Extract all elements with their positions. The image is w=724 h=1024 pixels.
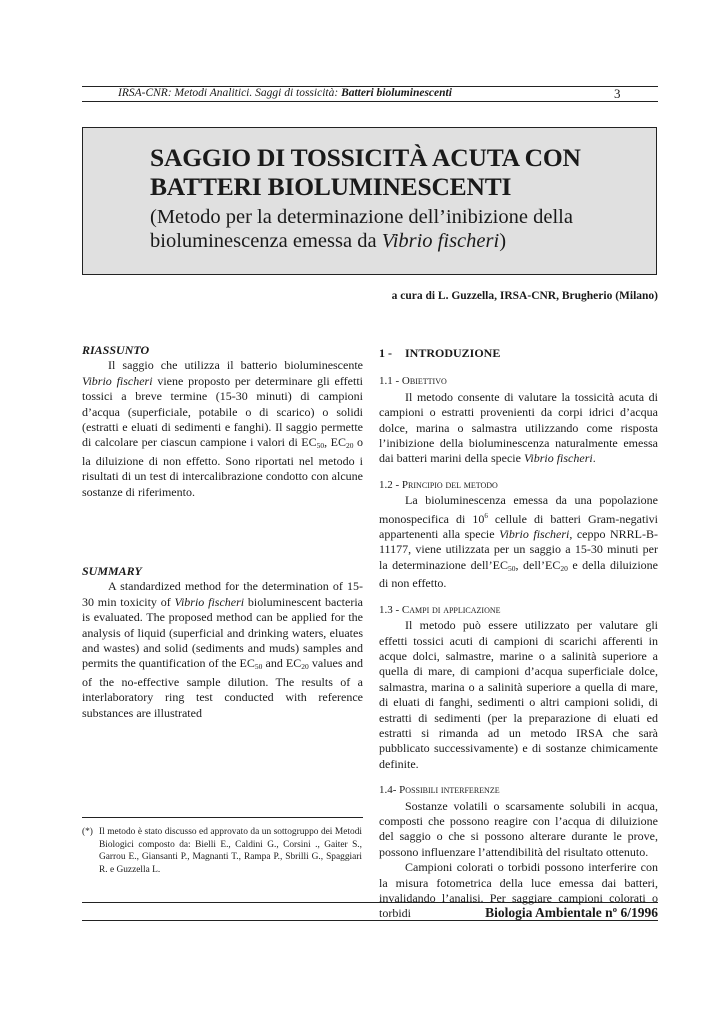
footnote — [82, 826, 362, 876]
riassunto-heading: RIASSUNTO — [82, 343, 150, 357]
s2-body-d: , dell’EC — [515, 557, 561, 572]
summary-column — [82, 564, 363, 721]
s2-body-b: cellule di batteri Gram-negativi appartenenti alla specie — [379, 511, 658, 542]
section-1-1-text — [379, 390, 658, 467]
subtitle-text: bioluminescenza emessa da — [150, 230, 382, 252]
riassunto-line-1: Il saggio che utilizza il batterio bioluminescente — [108, 358, 363, 373]
authors: a cura di L. Guzzella, IRSA-CNR, Brugherio (Milano) — [391, 290, 658, 302]
subtitle-line-2 — [150, 229, 573, 253]
running-header-bold: Batteri bioluminescenti — [341, 87, 452, 99]
riassunto-sub20: 20 — [345, 441, 354, 451]
s1-title: Obiettivo — [401, 375, 447, 388]
riassunto-body: viene proposto per determinare gli effetti tossici a breve termine (15-30 minuti) di campioni d’acqua (superficiale, potabile o di scarico) o solidi (estratti e eluati di sedimenti e fanghi). Il saggio permette di calcolare per ciascun campione i valori di EC — [82, 373, 363, 450]
intro-number: 1 - — [379, 346, 392, 360]
footnote-mark: (*) — [82, 827, 93, 837]
summary-sub20: 20 — [301, 662, 309, 672]
s2-sup: 6 — [484, 511, 488, 520]
s3-title: Campi di applicazione — [401, 603, 501, 616]
section-1-2-text — [379, 493, 658, 591]
s2-species: Vibrio fischeri — [499, 527, 570, 542]
running-header — [118, 87, 452, 99]
subtitle-species: Vibrio fischeri — [381, 230, 500, 252]
s2-body-a: La bioluminescenza emessa da una popolazione monospecifica di 10 — [379, 493, 658, 526]
footnote-rule — [82, 817, 363, 818]
s4-title: Possibili interferenze — [399, 784, 500, 797]
right-column — [379, 346, 658, 922]
footer-bottom-rule — [82, 920, 658, 921]
s4-number: 1.4- — [379, 784, 400, 797]
section-1-2-heading — [379, 478, 658, 493]
s1-body: Il metodo consente di valutare la tossicità acuta di campioni o estratti provenienti da corpi idrici d’acqua dolce, marina o salmastra utilizzando come risposta l’inibizione della bioluminescenza naturalmente emessa dai batteri marini della specie — [379, 389, 658, 466]
footer-top-rule — [82, 902, 658, 903]
s2-number: 1.2 - — [379, 478, 402, 491]
intro-title: INTRODUZIONE — [405, 346, 501, 360]
s1-number: 1.1 - — [379, 375, 402, 388]
section-1-3-heading — [379, 603, 658, 618]
summary-text — [82, 579, 363, 721]
header-bottom-rule — [82, 101, 658, 102]
s2-body-c: , ceppo NRRL-B-11177, viene utilizzata per un saggio a 15-30 minuti per la determinazione dell’EC — [379, 527, 658, 572]
s2-sub20: 20 — [560, 563, 568, 573]
riassunto-sub50: 50 — [316, 441, 325, 451]
summary-heading: SUMMARY — [82, 564, 142, 578]
summary-species: Vibrio fischeri — [174, 594, 245, 609]
section-1-4-heading — [379, 783, 658, 798]
intro-heading — [379, 346, 658, 361]
page-number: 3 — [614, 86, 621, 101]
riassunto-text — [82, 358, 363, 500]
subtitle-line-1: (Metodo per la determinazione dell’inibizione della — [150, 206, 573, 228]
riassunto-species: Vibrio fischeri — [82, 373, 153, 388]
running-header-prefix: IRSA-CNR: Metodi Analitici. Saggi di tossicità: — [118, 87, 339, 99]
subtitle-close: ) — [499, 230, 507, 252]
s1-end: . — [592, 451, 596, 466]
title-line-1: SAGGIO DI TOSSICITÀ ACUTA CON — [150, 143, 581, 172]
s1-species: Vibrio fischeri — [523, 451, 593, 466]
title-line-2: BATTERI BIOLUMINESCENTI — [150, 172, 512, 201]
left-column — [82, 343, 363, 500]
s2-sub50: 50 — [507, 563, 516, 573]
summary-body-2: bioluminescent bacteria is evaluated. The proposed method can be applied for the analysis of liquid (superficial and drinking waters, eluates and wastes) and solid (sediments and muds) samples and permits the quantification of the EC — [82, 594, 363, 671]
riassunto-mid: , EC — [324, 435, 346, 450]
s2-body-e: e della diluizione di non effetto. — [379, 557, 659, 591]
summary-and: and EC — [262, 656, 302, 671]
footnote-text: Il metodo è stato discusso ed approvato da un sottogruppo dei Metodi Biologici composto da: Bielli E., Caldini G., Corsini ., Gaiter S., Garrou E., Giansanti P., Magnanti T., Rampa P., Sbrilli G., Spaggiari R. e Guzzella L. — [99, 827, 362, 875]
section-1-3-text: Il metodo può essere utilizzato per valutare gli effetti tossici acuti di campioni di scarichi afferenti in acque dolci, salmastre, marine o a salinità superiore a quella di mare, di campioni d’acqua superficiale dolce, salmastra, marina o a salinità superiore a quella di mare, di eluati di fanghi, sedimenti o altri campioni solidi, di estratti di sedimenti (per la preparazione di eluati ed estratti si rimanda ad un metodo IRSA che sarà pubblicato successivamente) e di sostanze chimicamente definite. — [379, 618, 658, 771]
paper-subtitle — [150, 205, 573, 253]
s2-title: Principio del metodo — [401, 478, 498, 491]
journal-reference: Biologia Ambientale nº 6/1996 — [485, 905, 658, 920]
summary-sub50: 50 — [254, 662, 263, 672]
s3-number: 1.3 - — [379, 603, 402, 616]
section-1-1-heading — [379, 374, 658, 389]
section-1-4-text-2: Campioni colorati o torbidi possono interferire con la misura fotometrica della luce emessa dai batteri, invalidando l’analisi. Per saggiare campioni colorati o torbidi — [379, 860, 658, 921]
summary-body: A standardized method for the determination of 15-30 min toxicity of — [82, 579, 363, 609]
riassunto-end: o la diluizione di non effetto. Sono riportati nel metodo i risultati di un test di intercalibrazione condotto con alcune sostanze di riferimento. — [82, 435, 363, 499]
section-1-4-text-1: Sostanze volatili o scarsamente solubili in acqua, composti che possono reagire con l’acqua di diluizione del saggio o che si possono alterare durante le prove, possono influenzare l’attendibilità del risultato ottenuto. — [379, 798, 658, 859]
paper-title — [150, 143, 581, 201]
summary-end: values and of the no-effective sample dilution. The results of a interlaboratory ring test conducted with reference substances are illustrated — [82, 656, 363, 720]
